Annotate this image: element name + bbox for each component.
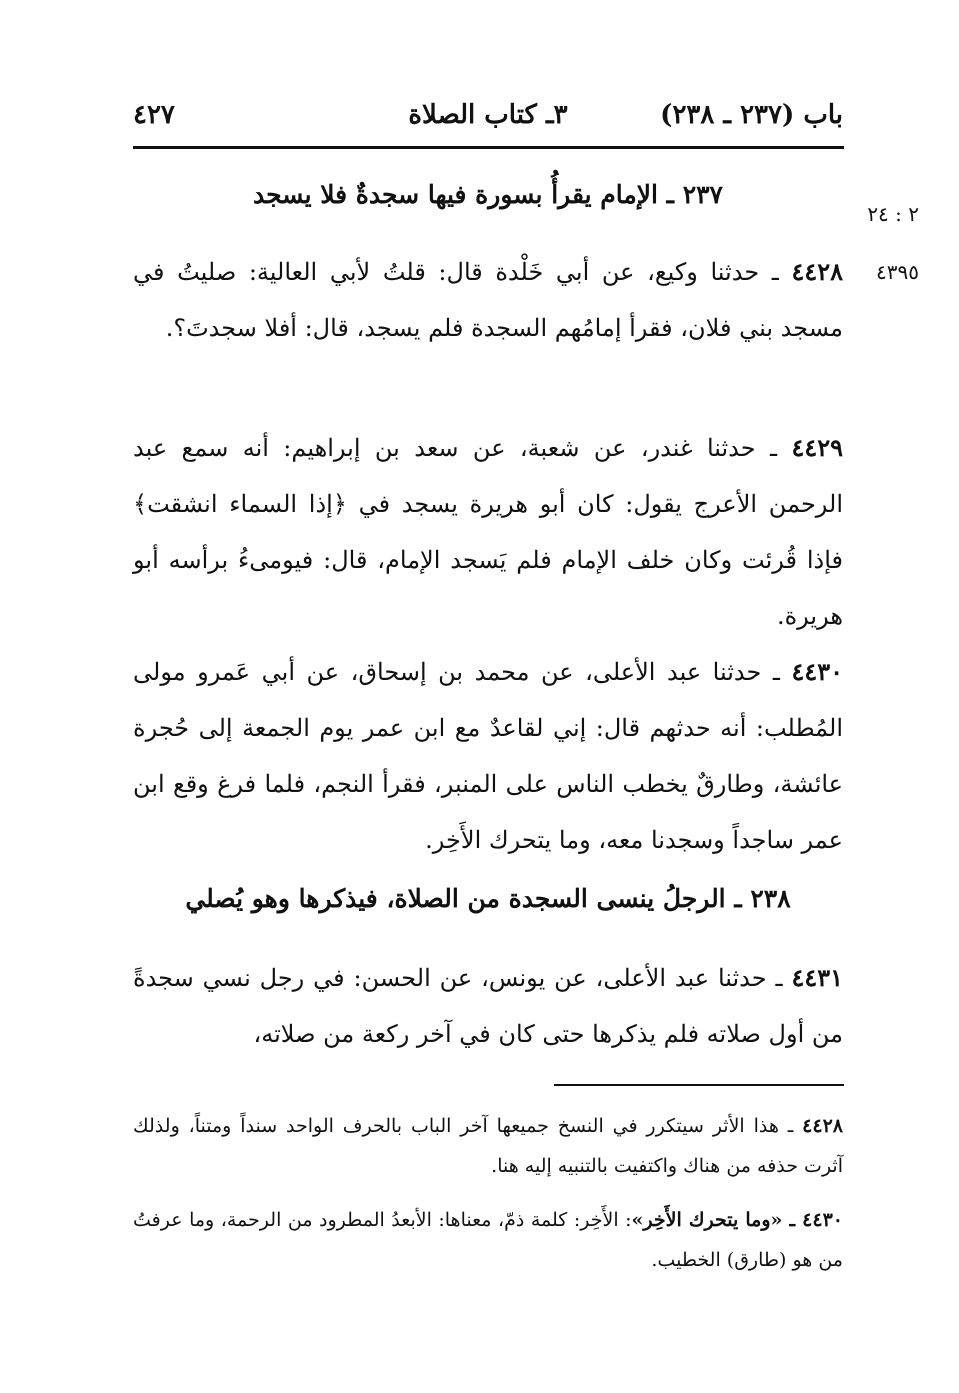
footnote-4430 bbox=[133, 1200, 843, 1280]
header-divider bbox=[133, 146, 844, 149]
footnote-text: : الأَخِر: كلمة ذمّ، معناها: الأبعدُ المطرود من الرحمة، وما عرفتُ من هو (طارق) الخطيب. bbox=[133, 1209, 843, 1271]
footnote-4428 bbox=[133, 1106, 843, 1186]
section-heading-238: ٢٣٨ ـ الرجلُ ينسى السجدة من الصلاة، فيذكرها وهو يُصلي bbox=[185, 884, 791, 913]
hadith-number: ٤٤٢٩ bbox=[791, 433, 843, 462]
hadith-text: ـ حدثنا وكيع، عن أبي خَلْدة قال: قلتُ لأبي العالية: صليتُ في مسجد بني فلان، فقرأ إمامُهم السجدة فلم يسجد، قال: أفلا سجدتَ؟. bbox=[133, 258, 843, 342]
page-header bbox=[133, 92, 843, 144]
footnote-divider bbox=[554, 1084, 844, 1086]
page-number: ٤٢٧ bbox=[133, 100, 175, 130]
hadith-number: ٤٤٢٨ bbox=[791, 257, 843, 286]
footnote-number: ٤٤٢٨ bbox=[802, 1115, 843, 1137]
margin-reference-2: ٤٣٩٥ bbox=[876, 260, 919, 284]
book-title: ٣ـ كتاب الصلاة bbox=[408, 100, 568, 130]
hadith-text: ـ حدثنا عبد الأعلى، عن محمد بن إسحاق، عن أبي عَمرو مولى المُطلب: أنه حدثهم قال: إني لقاعدٌ مع ابن عمر يوم الجمعة إلى حُجرة عائشة، وطارقٌ يخطب الناس على المنبر، فقرأ النجم، فلما فرغ وقع ابن عمر ساجداً وسجدنا معه، وما يتحرك الأَخِر. bbox=[133, 658, 843, 854]
hadith-4431 bbox=[133, 950, 843, 1062]
hadith-text: ـ حدثنا عبد الأعلى، عن يونس، عن الحسن: في رجل نسي سجدةً من أول صلاته فلم يذكرها حتى كان في آخر ركعة من صلاته، bbox=[133, 964, 843, 1048]
section-heading-237: ٢٣٧ ـ الإمام يقرأُ بسورة فيها سجدةٌ فلا يسجد bbox=[253, 180, 723, 209]
footnote-text: ـ هذا الأثر سيتكرر في النسخ جميعها آخر الباب بالحرف الواحد سنداً ومتناً، ولذلك آثرت حذفه من هناك واكتفيت بالتنبيه إليه هنا. bbox=[133, 1115, 843, 1177]
hadith-4429 bbox=[133, 420, 843, 644]
footnote-quote: ـ «وما يتحرك الأَخِر» bbox=[631, 1209, 803, 1231]
hadith-text: ـ حدثنا غندر، عن شعبة، عن سعد بن إبراهيم: أنه سمع عبد الرحمن الأعرج يقول: كان أبو هريرة يسجد في ﴿إذا السماء انشقت﴾ فإذا قُرئت وكان خلف الإمام فلم يَسجد الإمام، قال: فيومىءُ برأسه أبو هريرة. bbox=[133, 434, 843, 630]
hadith-number: ٤٤٣١ bbox=[791, 963, 843, 992]
hadith-number: ٤٤٣٠ bbox=[791, 657, 843, 686]
hadith-4430 bbox=[133, 644, 843, 868]
footnote-number: ٤٤٣٠ bbox=[802, 1209, 843, 1231]
margin-reference-1: ٢ : ٢٤ bbox=[867, 202, 919, 226]
chapter-range: باب (٢٣٧ ـ ٢٣٨) bbox=[660, 100, 843, 130]
hadith-4428 bbox=[133, 244, 843, 356]
